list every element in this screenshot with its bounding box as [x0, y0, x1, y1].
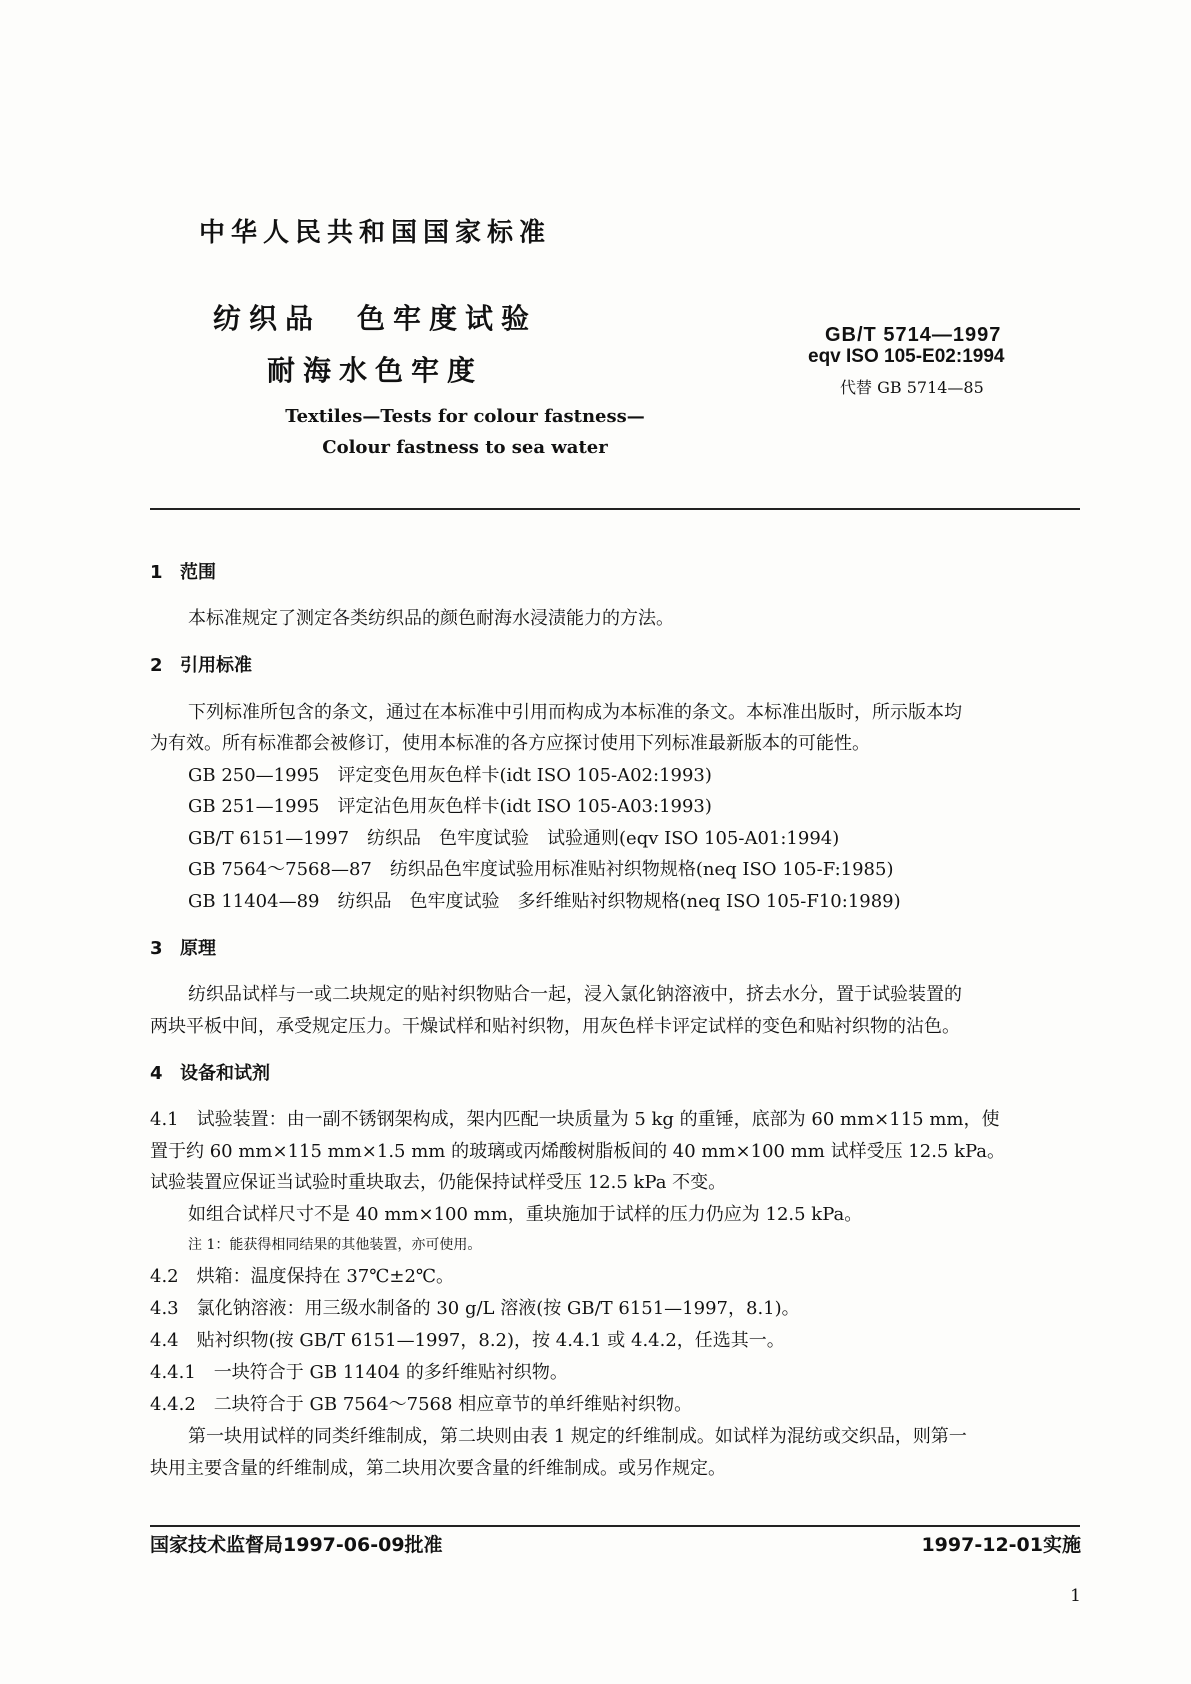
section-2-heading: [150, 651, 252, 677]
clause-4-4-1: 4.4.1 一块符合于 GB 11404 的多纤维贴衬织物。: [150, 1362, 568, 1383]
clause-4-1-line1: 4.1 试验装置：由一副不锈钢架构成，架内匹配一块质量为 5 kg 的重锤，底部为 60 mm×115 mm，使: [150, 1109, 1000, 1130]
implementation-date: 1997-12-01实施: [921, 1534, 1081, 1556]
section-3-heading: [150, 934, 216, 960]
section-1-title: 范围: [180, 562, 216, 583]
footer-divider: [150, 1525, 1080, 1527]
reference-item: GB 7564～7568—87 纺织品色牢度试验用标准贴衬织物规格(neq ISO 105-F:1985): [188, 859, 894, 880]
clause-4-2: 4.2 烘箱：温度保持在 37℃±2℃。: [150, 1266, 455, 1287]
section-1-number: 1: [150, 562, 163, 583]
approval-date: 国家技术监督局1997-06-09批准: [150, 1534, 443, 1556]
section-2-title: 引用标准: [180, 655, 252, 676]
replaces-standard: 代替 GB 5714—85: [840, 378, 984, 397]
clause-4-1-line2: 置于约 60 mm×115 mm×1.5 mm 的玻璃或丙烯酸树脂板间的 40 mm×100 mm 试样受压 12.5 kPa。: [150, 1141, 1006, 1162]
section-3-title: 原理: [180, 938, 216, 959]
section-2-paragraph-line2: 为有效。所有标准都会被修订，使用本标准的各方应探讨使用下列标准最新版本的可能性。: [150, 733, 870, 754]
header-divider: [150, 508, 1080, 510]
clause-4-1-line4: 如组合试样尺寸不是 40 mm×100 mm，重块施加于试样的压力仍应为 12.5 kPa。: [188, 1204, 863, 1225]
reference-item: GB 11404—89 纺织品 色牢度试验 多纤维贴衬织物规格(neq ISO 105-F10:1989): [188, 891, 901, 912]
equivalent-standard: eqv ISO 105-E02:1994: [808, 346, 1005, 367]
section-4-number: 4: [150, 1063, 163, 1084]
section-2-paragraph-line1: 下列标准所包含的条文，通过在本标准中引用而构成为本标准的条文。本标准出版时，所示版本均: [188, 702, 962, 723]
clause-4-4: 4.4 贴衬织物(按 GB/T 6151—1997，8.2)，按 4.4.1 或 4.4.2，任选其一。: [150, 1330, 785, 1351]
standard-number: GB/T 5714—1997: [825, 324, 1002, 346]
clause-4-4-paragraph-line1: 第一块用试样的同类纤维制成，第二块则由表 1 规定的纤维制成。如试样为混纺或交织品，则第一: [188, 1426, 967, 1447]
section-3-paragraph-line2: 两块平板中间，承受规定压力。干燥试样和贴衬织物，用灰色样卡评定试样的变色和贴衬织物的沾色。: [150, 1016, 960, 1037]
national-standard-heading: 中华人民共和国国家标准: [198, 218, 551, 248]
document-title-line2: 耐海水色牢度: [266, 354, 483, 387]
english-title-line2: Colour fastness to sea water: [322, 437, 608, 458]
section-1-heading: [150, 558, 216, 584]
reference-item: GB/T 6151—1997 纺织品 色牢度试验 试验通则(eqv ISO 105-A01:1994): [188, 828, 840, 849]
reference-item: GB 251—1995 评定沾色用灰色样卡(idt ISO 105-A03:1993): [188, 796, 712, 817]
section-3-paragraph-line1: 纺织品试样与一或二块规定的贴衬织物贴合一起，浸入氯化钠溶液中，挤去水分，置于试验装置的: [188, 984, 962, 1005]
section-1-paragraph: 本标准规定了测定各类纺织品的颜色耐海水浸渍能力的方法。: [188, 608, 674, 629]
english-title-line1: Textiles—Tests for colour fastness—: [285, 406, 645, 427]
page-number: 1: [1070, 1586, 1081, 1606]
clause-4-1-line3: 试验装置应保证当试验时重块取去，仍能保持试样受压 12.5 kPa 不变。: [150, 1172, 727, 1193]
section-2-number: 2: [150, 655, 163, 676]
document-title-line1: 纺织品 色牢度试验: [212, 302, 537, 335]
clause-4-4-2: 4.4.2 二块符合于 GB 7564～7568 相应章节的单纤维贴衬织物。: [150, 1394, 693, 1415]
section-4-title: 设备和试剂: [180, 1063, 270, 1084]
reference-item: GB 250—1995 评定变色用灰色样卡(idt ISO 105-A02:1993): [188, 765, 712, 786]
clause-4-4-paragraph-line2: 块用主要含量的纤维制成，第二块用次要含量的纤维制成。或另作规定。: [150, 1458, 726, 1479]
section-3-number: 3: [150, 938, 163, 959]
clause-4-3: 4.3 氯化钠溶液：用三级水制备的 30 g/L 溶液(按 GB/T 6151—1997，8.1)。: [150, 1298, 800, 1319]
section-4-heading: [150, 1059, 270, 1085]
note-1: 注 1：能获得相同结果的其他装置，亦可使用。: [188, 1237, 482, 1253]
